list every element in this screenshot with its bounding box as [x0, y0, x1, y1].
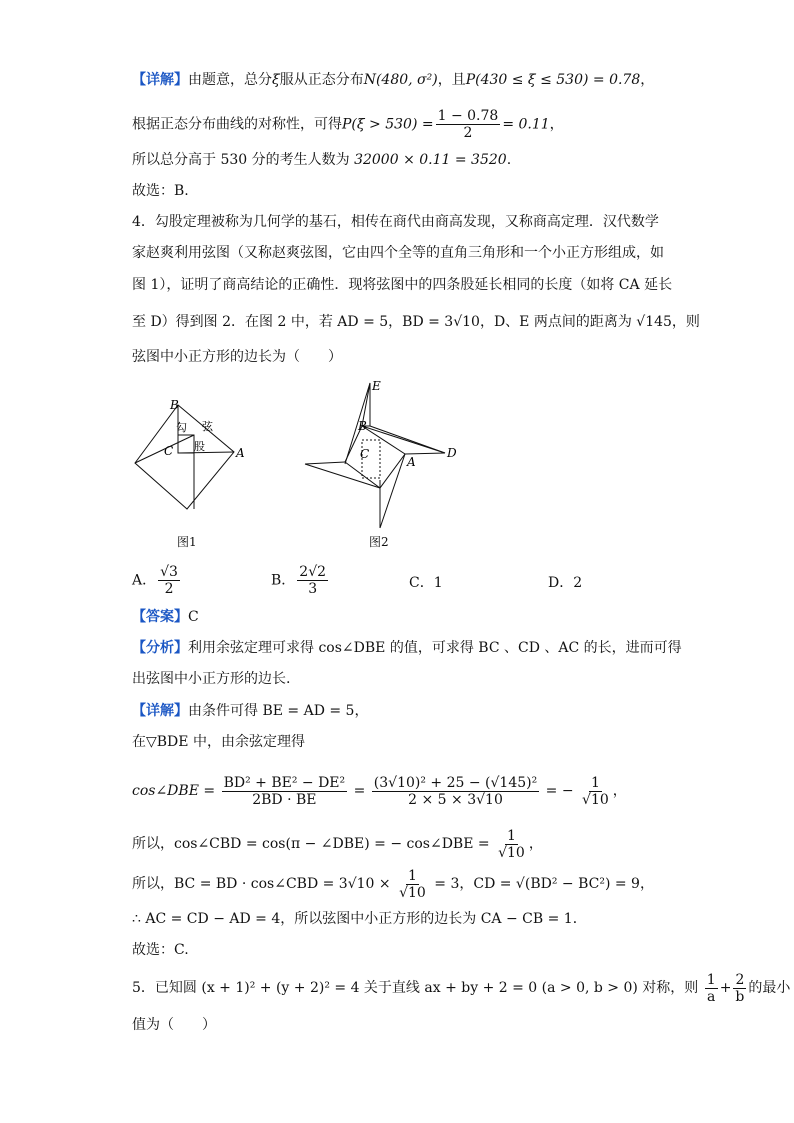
- math: +: [719, 980, 732, 996]
- q4-line-4: 至 D）得到图 2．在图 2 中，若 AD = 5，BD = 3√10，D、E 两点间的距离为 √145，则: [132, 314, 700, 330]
- fraction: [397, 868, 428, 901]
- leg-line: [370, 426, 445, 453]
- text: ，: [528, 836, 543, 852]
- numerator: BD² + BE² − DE²: [223, 774, 346, 791]
- answer-line: [132, 607, 199, 627]
- text: 由条件可得 BE = AD = 5，: [188, 703, 369, 719]
- math: P(430 ≤ ξ ≤ 530) = 0.78: [465, 72, 641, 88]
- figure-2-extended-diagram: [300, 378, 465, 533]
- option-a: [132, 564, 182, 597]
- denominator: b: [735, 988, 745, 1005]
- denominator: √10: [399, 884, 426, 901]
- text: ，: [640, 72, 655, 88]
- fraction: [580, 775, 611, 808]
- detail-tag: 【详解】: [132, 72, 188, 88]
- figure-1-caption: 图1: [177, 535, 197, 549]
- text: 服从正态分布: [279, 72, 364, 88]
- math: P(ξ > 530) =: [342, 116, 434, 133]
- q5-line-2: 值为（ ）: [132, 1017, 216, 1033]
- q4-line-1: 4．勾股定理被称为几何学的基石，相传在商代由商高发现，又称商高定理．汉代数学: [132, 214, 659, 230]
- text: ，: [612, 783, 627, 799]
- detail-line-1: [132, 701, 368, 721]
- math: =: [353, 783, 366, 799]
- numerator: 1 − 0.78: [437, 108, 499, 124]
- ac-line: ∴ AC = CD − AD = 4，所以弦图中小正方形的边长为 CA − CB = 1．: [132, 911, 587, 927]
- bc-line: [132, 866, 654, 902]
- numerator: 1: [407, 867, 417, 884]
- fraction: [297, 564, 328, 597]
- math: = 0.11: [502, 116, 550, 133]
- choice-line: 故选：C.: [132, 942, 189, 958]
- label-c: C: [164, 444, 174, 458]
- q4-line-2: 家赵爽利用弦图（又称赵爽弦图，它由四个全等的直角三角形和一个小正方形组成，如: [132, 245, 664, 261]
- detail-tag: 【详解】: [132, 703, 188, 719]
- text: ，: [549, 116, 564, 133]
- label-b: B: [358, 419, 367, 433]
- denominator: √10: [498, 844, 525, 861]
- text: .: [506, 152, 512, 168]
- denominator: a: [707, 988, 716, 1005]
- answer-tag: 【答案】: [132, 609, 188, 625]
- q3-count-line: [132, 150, 511, 170]
- numerator: √3: [160, 564, 178, 580]
- q3-answer: 故选：B.: [132, 183, 189, 199]
- denominator: 3: [308, 581, 318, 597]
- fraction: [705, 972, 718, 1005]
- label-xian: 弦: [202, 420, 213, 433]
- leg-line: [305, 462, 345, 464]
- label-b: B: [170, 398, 179, 412]
- math: 32000 × 0.11 = 3520: [354, 152, 507, 168]
- label-e: E: [372, 379, 381, 393]
- option-label: B．: [271, 572, 296, 589]
- label-d: D: [447, 446, 457, 460]
- numerator: 1: [590, 774, 600, 791]
- math: ξ: [272, 72, 280, 88]
- math: cos∠DBE =: [132, 783, 216, 799]
- analysis-line-2: 出弦图中小正方形的边长.: [132, 671, 291, 687]
- math: N(480, σ²): [363, 72, 438, 88]
- label-a: A: [407, 455, 416, 469]
- text: 根据正态分布曲线的对称性，可得: [132, 116, 342, 133]
- q4-line-3: 图 1），证明了商高结论的正确性．现将弦图中的四条股延长相同的长度（如将 CA 延长: [132, 277, 673, 293]
- fraction: [496, 828, 527, 861]
- option-d: D．2: [548, 575, 583, 591]
- q4-line-5: 弦图中小正方形的边长为（ ）: [132, 349, 342, 365]
- q5-line-1: [132, 970, 790, 1006]
- fraction: [222, 775, 348, 808]
- numerator: 2: [735, 971, 745, 988]
- leg-line: [380, 454, 405, 528]
- fraction: [372, 775, 539, 808]
- detail-triangle-line: 在▽BDE 中，由余弦定理得: [132, 734, 305, 750]
- figure-2-caption: 图2: [369, 535, 389, 549]
- numerator: 1: [706, 971, 716, 988]
- numerator: 1: [506, 827, 516, 844]
- text: 的最小: [748, 980, 791, 996]
- answer-value: C: [188, 609, 199, 625]
- text: 5．已知圆 (x + 1)² + (y + 2)² = 4 关于直线 ax + by + 2 = 0 (a > 0, b > 0) 对称，则: [132, 980, 699, 996]
- fraction: [733, 972, 746, 1005]
- fraction: [436, 108, 501, 141]
- text: 利用余弦定理可求得 cos∠DBE 的值，可求得 BC 、CD 、AC 的长，进而可得: [188, 640, 682, 656]
- option-b: [271, 564, 330, 597]
- inner-square: [178, 435, 194, 453]
- leg-line: [405, 453, 445, 454]
- analysis-line-1: [132, 638, 682, 658]
- text: 所以总分高于 530 分的考生人数为: [132, 152, 350, 168]
- option-label: A．: [132, 572, 157, 589]
- math: = 3，CD = √(BD² − BC²) = 9，: [434, 876, 654, 892]
- leg-line: [305, 464, 380, 488]
- denominator: 2 × 5 × 3√10: [408, 791, 503, 808]
- label-gou: 勾: [176, 421, 187, 434]
- numerator: (3√10)² + 25 − (√145)²: [373, 774, 538, 791]
- q3-symmetry-line: [132, 108, 564, 141]
- denominator: 2: [164, 581, 174, 597]
- math: 所以，cos∠CBD = cos(π − ∠DBE) = − cos∠DBE =: [132, 836, 490, 852]
- cbd-line: [132, 826, 543, 862]
- math: = −: [545, 783, 574, 799]
- fraction: [158, 564, 180, 597]
- label-c: C: [360, 447, 370, 461]
- analysis-tag: 【分析】: [132, 640, 188, 656]
- text: 由题意，总分: [188, 72, 272, 88]
- q3-detail-line: [132, 70, 654, 90]
- cosine-formula-line: [132, 773, 627, 809]
- numerator: 2√2: [299, 564, 327, 580]
- denominator: 2: [463, 125, 473, 141]
- figure-1-zhao-shuang-diagram: [130, 395, 250, 520]
- label-gu: 股: [194, 440, 205, 453]
- text: ，且: [437, 72, 466, 88]
- label-a: A: [236, 446, 245, 460]
- denominator: √10: [582, 791, 609, 808]
- math: 所以，BC = BD · cos∠CBD = 3√10 ×: [132, 876, 391, 892]
- option-c: C．1: [409, 575, 443, 591]
- denominator: 2BD · BE: [252, 791, 317, 808]
